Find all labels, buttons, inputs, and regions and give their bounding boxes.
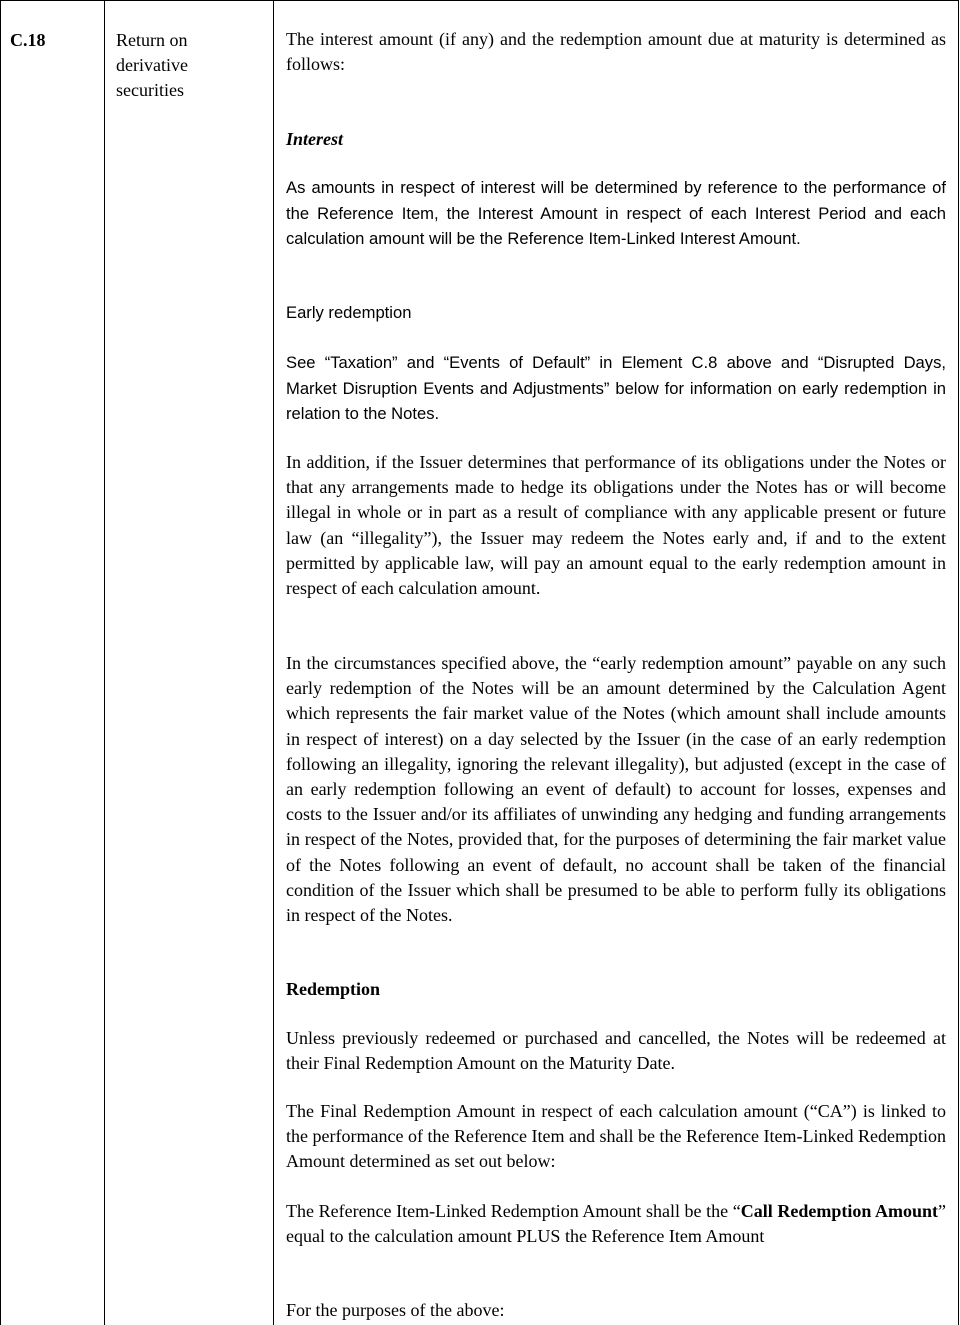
circumstances-paragraph: In the circumstances specified above, the “early redemption amount” payable on any such early redemption of the Notes will be an amount determined by the Calculation Agent which represents the fair market value of the Notes (which amount shall include amounts in respect of interest) on a day selected by the Issuer (in the case of an early redemption following an illegality, ignoring the relevant illegality), but adjusted (except in the case of an early redemption following an event of default) to account for losses, expenses and costs to the Issuer and/or its affiliates of unwinding any hedging and funding arrangements in respect of the Notes, provided that, for the purposes of determining the fair market value of the Notes following an event of default, no account shall be taken of the financial condition of the Issuer which shall be presumed to be able to perform fully its obligations in respect of the Notes. [286,653,946,926]
table-border-col1 [104,0,105,1325]
intro-paragraph: The interest amount (if any) and the redemption amount due at maturity is determined as follows: [286,29,946,75]
call-text-before: The Reference Item-Linked Redemption Amount shall be the “ [286,1201,741,1221]
early-redemption-paragraph: See “Taxation” and “Events of Default” in Element C.8 above and “Disrupted Days, Market Disruption Events and Adjustments” below for information on early redemption in relation to the Notes. [286,353,946,424]
element-title-line: derivative [116,55,188,75]
element-title [116,28,266,103]
interest-heading: Interest [286,129,344,149]
element-title-line: securities [116,80,184,100]
redemption-paragraph: Unless previously redeemed or purchased and cancelled, the Notes will be redeemed at their Final Redemption Amount on the Maturity Date. [286,1028,946,1074]
table-border-right [958,0,959,1325]
interest-paragraph: As amounts in respect of interest will be determined by reference to the performance of the Reference Item, the Interest Amount in respect of each Interest Period and each calculation amount will be the Reference Item-Linked Interest Amount. [286,178,946,249]
call-redemption-paragraph [286,1199,946,1249]
redemption-heading: Redemption [286,979,380,999]
final-redemption-paragraph: The Final Redemption Amount in respect of each calculation amount (“CA”) is linked to the performance of the Reference Item and shall be the Reference Item-Linked Redemption Amount determined as set out below: [286,1101,946,1172]
table-border-left [0,0,1,1325]
call-redemption-amount-term: Call Redemption Amount [740,1201,938,1221]
early-redemption-heading: Early redemption [286,303,412,322]
call-text-after: ” equal to the calculation amount PLUS the Reference Item Amount [286,1201,946,1247]
element-id: C.18 [10,30,46,50]
illegality-paragraph: In addition, if the Issuer determines that performance of its obligations under the Notes or that any arrangements made to hedge its obligations under the Notes has or will become illegal in whole or in part as a result of compliance with any applicable present or future law (an “illegality”), the Issuer may redeem the Notes early and, if and to the extent permitted by applicable law, will pay an amount equal to the early redemption amount in respect of each calculation amount. [286,452,946,599]
table-border-col2 [273,0,274,1325]
purposes-paragraph: For the purposes of the above: [286,1300,505,1320]
element-title-line: Return on [116,30,188,50]
table-border-top [0,0,959,1]
